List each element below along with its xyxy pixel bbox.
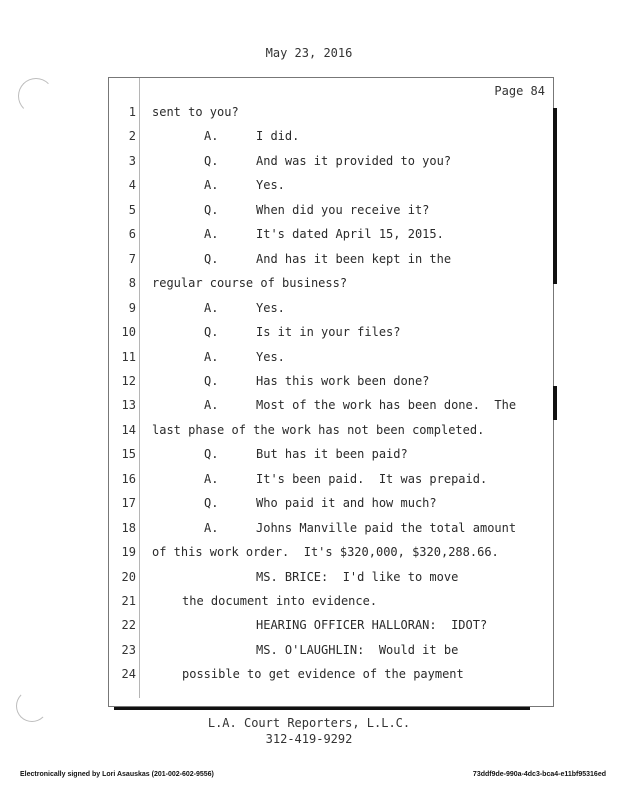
page-number: Page 84 xyxy=(494,84,545,98)
transcript-text: Yes. xyxy=(256,178,285,193)
transcript-text: Yes. xyxy=(256,300,285,315)
line-number: 16 xyxy=(121,471,136,486)
transcript-text: I did. xyxy=(256,129,300,144)
transcript-line xyxy=(108,348,552,366)
line-number: 15 xyxy=(121,447,136,462)
transcript-text: sent to you? xyxy=(152,105,239,119)
speaker-marker: A. xyxy=(204,471,219,486)
speaker-marker: A. xyxy=(204,129,219,144)
speaker-marker: A. xyxy=(204,178,219,193)
transcript-line xyxy=(108,592,552,610)
line-number: 17 xyxy=(121,496,136,511)
line-number: 7 xyxy=(128,251,136,266)
transcript-text: When did you receive it? xyxy=(256,202,430,217)
transcript-line xyxy=(108,127,552,145)
speaker-marker: A. xyxy=(204,398,219,413)
line-number: 9 xyxy=(128,300,136,315)
speaker-marker: Q. xyxy=(204,373,219,388)
transcript-text: And was it provided to you? xyxy=(256,153,452,168)
transcript-line xyxy=(108,470,552,488)
transcript-text: Most of the work has been done. The xyxy=(256,398,517,413)
transcript-line xyxy=(108,323,552,341)
transcript-text: last phase of the work has not been completed. xyxy=(152,422,485,437)
line-number: 21 xyxy=(121,594,136,608)
transcript-line xyxy=(108,372,552,390)
transcript-line xyxy=(108,665,552,683)
line-number: 22 xyxy=(121,618,136,633)
transcript-line xyxy=(108,421,552,439)
punch-hole-top xyxy=(18,78,54,114)
transcript-line xyxy=(108,641,552,659)
transcript-line xyxy=(108,201,552,219)
line-number: 11 xyxy=(121,349,136,364)
transcript-line xyxy=(108,494,552,512)
line-number: 13 xyxy=(121,398,136,413)
line-number: 14 xyxy=(121,422,136,437)
line-number: 12 xyxy=(121,373,136,388)
speaker-marker: A. xyxy=(204,349,219,364)
line-number: 23 xyxy=(121,642,136,657)
transcript-line xyxy=(108,152,552,170)
document-hash: 73ddf9de-990a-4dc3-bca4-e11bf95316ed xyxy=(472,771,606,778)
line-number: 5 xyxy=(128,202,136,217)
transcript-line xyxy=(108,299,552,317)
frame-shadow-right-top xyxy=(553,108,557,284)
transcript-text: Johns Manville paid the total amount xyxy=(256,520,517,535)
transcript-line xyxy=(108,445,552,463)
line-number: 20 xyxy=(121,569,136,584)
line-number: 10 xyxy=(121,325,136,340)
speaker-marker: Q. xyxy=(204,325,219,340)
line-number: 3 xyxy=(128,153,136,168)
transcript-text: Is it in your files? xyxy=(256,325,401,340)
footer-company: L.A. Court Reporters, L.L.C. xyxy=(207,716,411,730)
speaker-marker: Q. xyxy=(204,447,219,462)
transcript-text: It's dated April 15, 2015. xyxy=(256,227,444,242)
transcript-line xyxy=(108,396,552,414)
transcript-text: But has it been paid? xyxy=(256,447,408,462)
transcript-text: the document into evidence. xyxy=(182,594,378,608)
transcript-text: HEARING OFFICER HALLORAN: IDOT? xyxy=(256,618,488,633)
transcript-text: of this work order. It's $320,000, $320,288.66. xyxy=(152,545,499,560)
transcript-text: It's been paid. It was prepaid. xyxy=(256,471,488,486)
transcript-text: possible to get evidence of the payment xyxy=(182,667,464,682)
line-number: 8 xyxy=(128,276,136,291)
transcript-line xyxy=(108,103,552,121)
speaker-marker: A. xyxy=(204,300,219,315)
transcript-text: Yes. xyxy=(256,349,285,364)
line-number: 2 xyxy=(128,129,136,144)
transcript-line xyxy=(108,568,552,586)
transcript-line xyxy=(108,225,552,243)
page-date: May 23, 2016 xyxy=(265,46,353,60)
transcript-text: regular course of business? xyxy=(152,276,348,291)
line-number: 24 xyxy=(121,667,136,682)
speaker-marker: Q. xyxy=(204,251,219,266)
speaker-marker: Q. xyxy=(204,153,219,168)
line-number: 18 xyxy=(121,520,136,535)
line-number: 1 xyxy=(128,105,136,119)
speaker-marker: A. xyxy=(204,520,219,535)
transcript-text: Who paid it and how much? xyxy=(256,496,437,511)
line-number: 19 xyxy=(121,545,136,560)
transcript-line xyxy=(108,519,552,537)
transcript-text: MS. BRICE: I'd like to move xyxy=(256,569,459,584)
footer-phone: 312-419-9292 xyxy=(265,732,353,746)
speaker-marker: Q. xyxy=(204,202,219,217)
transcript-line xyxy=(108,250,552,268)
speaker-marker: Q. xyxy=(204,496,219,511)
transcript-text: Has this work been done? xyxy=(256,373,430,388)
transcript-line xyxy=(108,616,552,634)
transcript-line xyxy=(108,274,552,292)
transcript-frame xyxy=(108,77,554,707)
transcript-text: And has it been kept in the xyxy=(256,251,452,266)
line-number: 6 xyxy=(128,227,136,242)
frame-shadow-bottom xyxy=(114,707,530,710)
transcript-line xyxy=(108,176,552,194)
transcript-line xyxy=(108,543,552,561)
line-number: 4 xyxy=(128,178,136,193)
frame-shadow-right-mid xyxy=(553,386,557,420)
transcript-text: MS. O'LAUGHLIN: Would it be xyxy=(256,642,459,657)
esign-note: Electronically signed by Lori Asauskas (201-002-602-9556) xyxy=(20,771,214,778)
speaker-marker: A. xyxy=(204,227,219,242)
